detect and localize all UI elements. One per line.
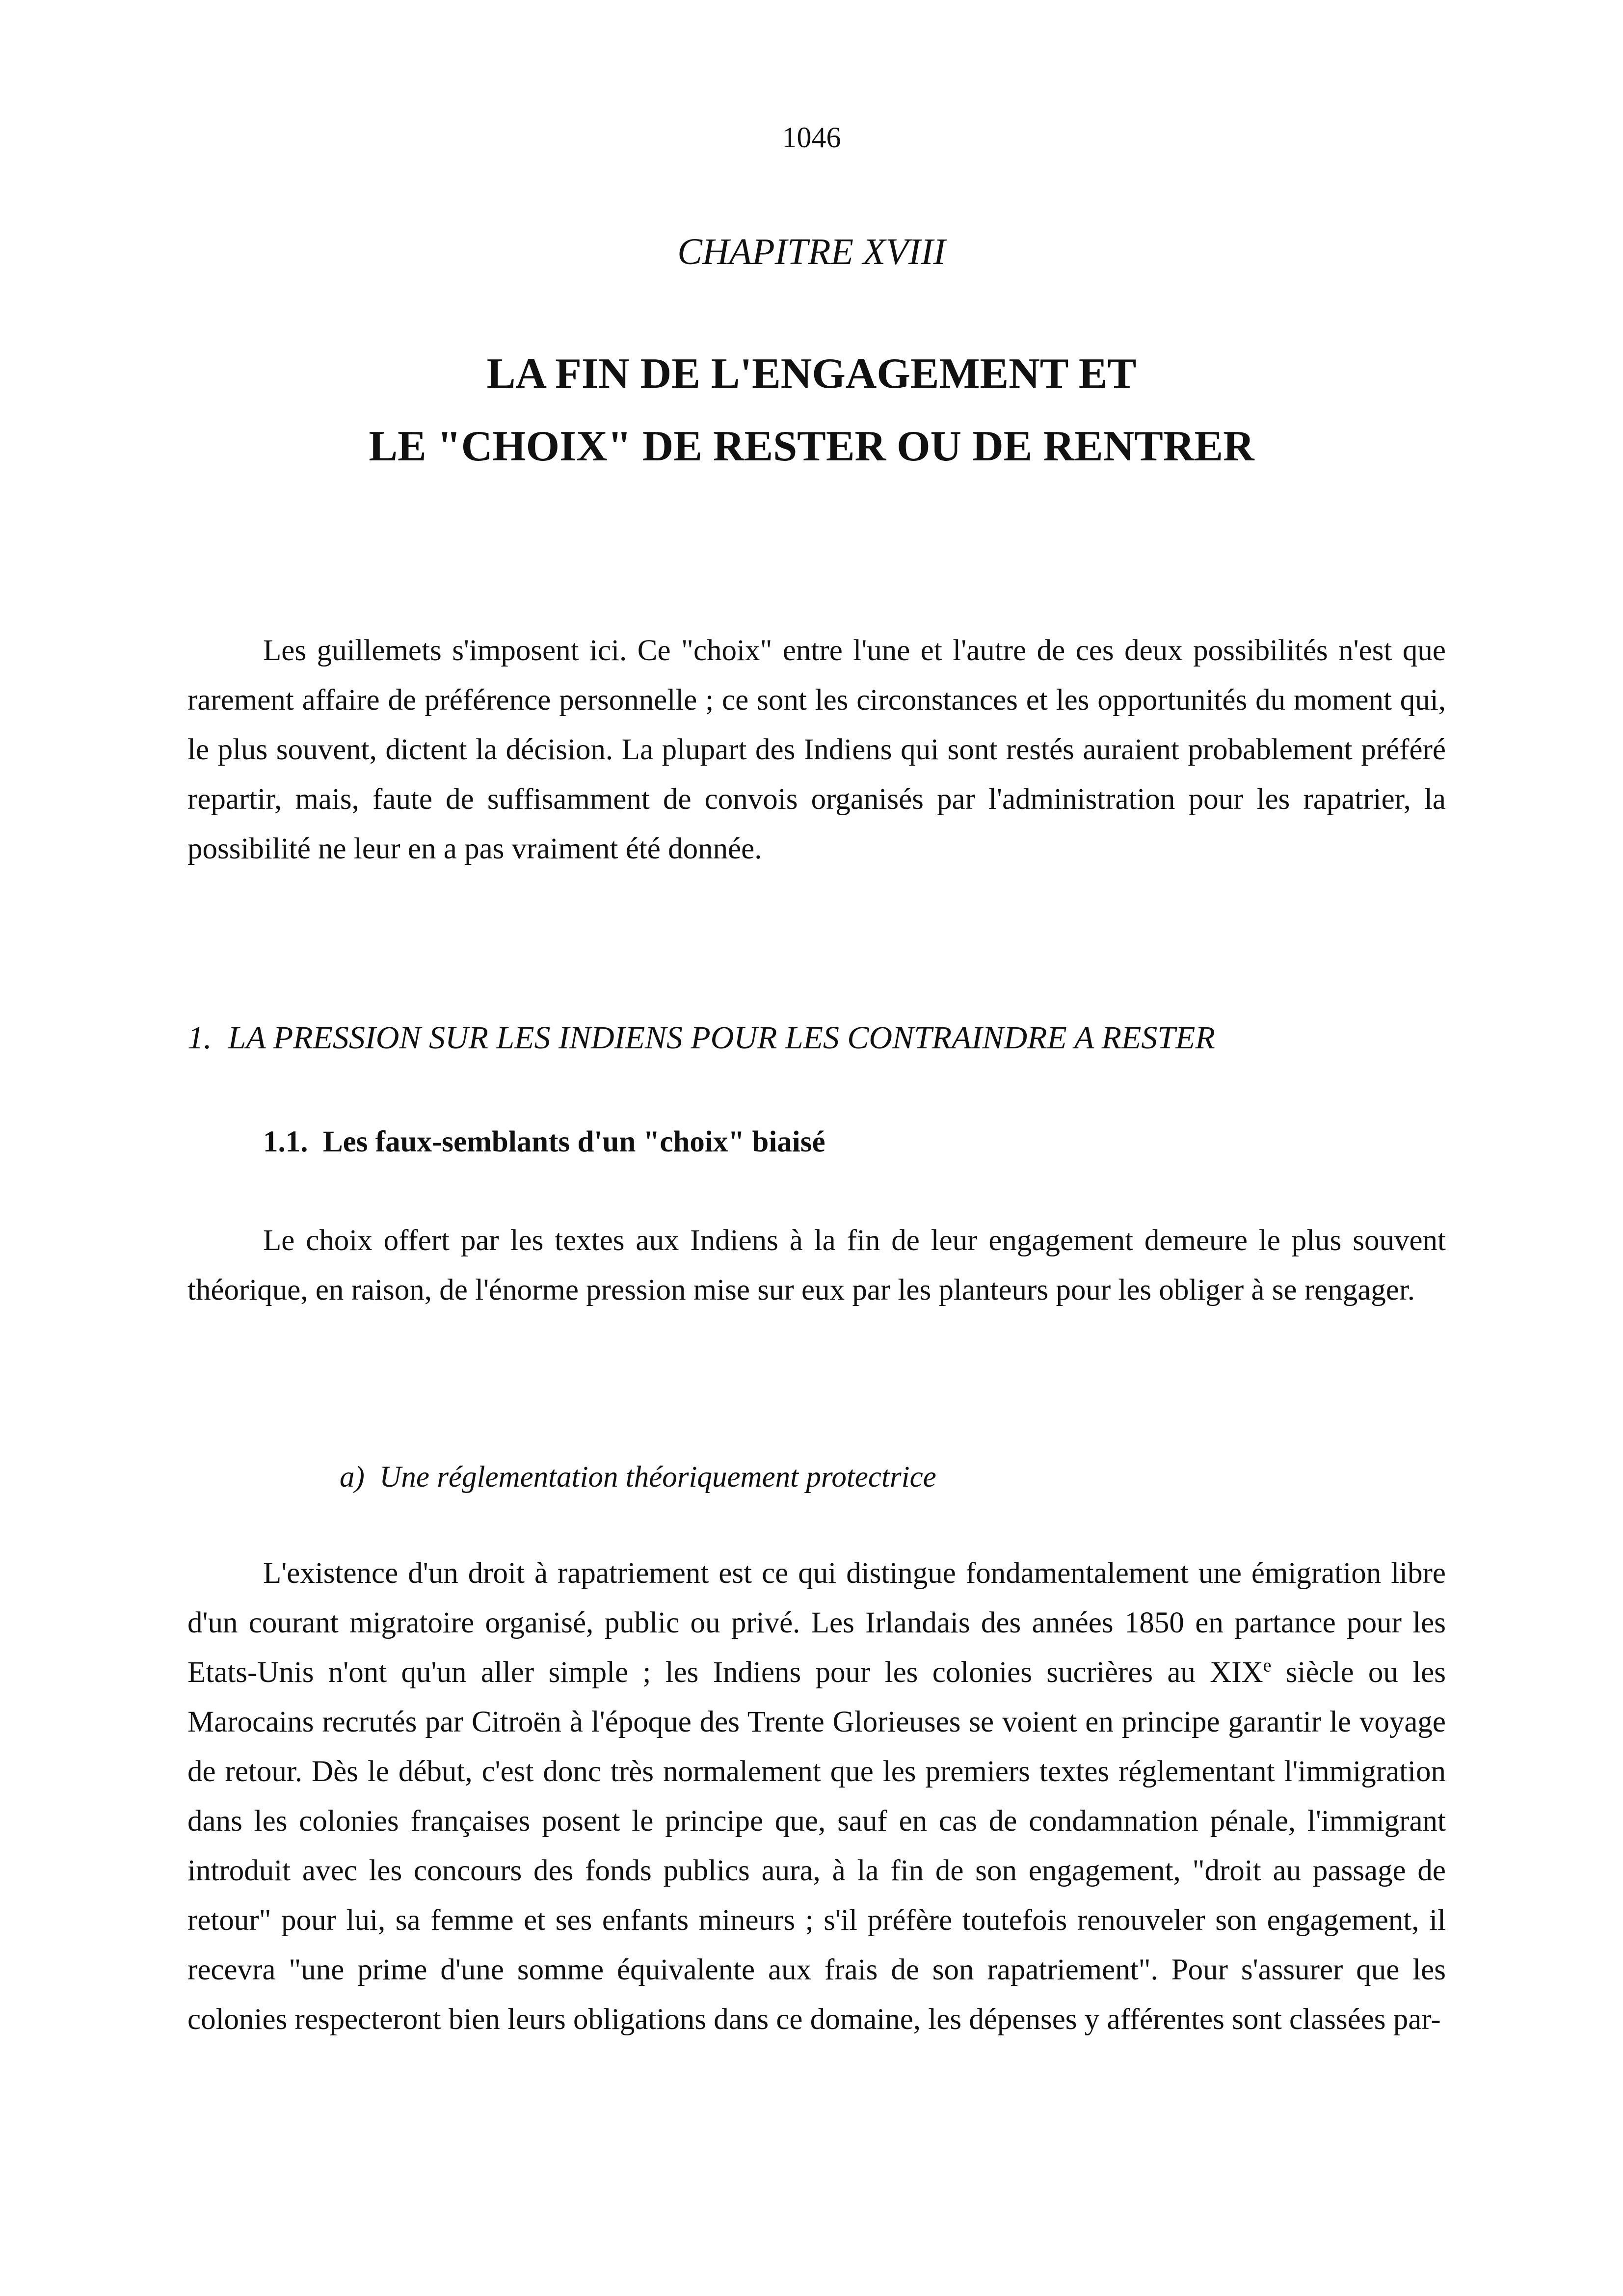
chapter-title-line-2: LE "CHOIX" DE RESTER OU DE RENTRER xyxy=(369,423,1254,470)
century-superscript: e xyxy=(1263,1655,1272,1676)
section-title: LA PRESSION SUR LES INDIENS POUR LES CONTRAINDRE A RESTER xyxy=(228,1020,1215,1056)
chapter-title-line-1: LA FIN DE L'ENGAGEMENT ET xyxy=(486,350,1137,398)
chapter-title xyxy=(0,338,1623,483)
paragraph-3-text-start: L'existence d'un droit à rapatriement est ce qui distingue fondamentalement une émigration libre d'un courant migratoire organisé, public ou privé. Les Irlandais des années 1850 en partance pour les Etats-Unis n'ont qu'un aller simple ; les Indiens pour les colonies sucrières au XIX xyxy=(187,1557,1446,1689)
subsection-heading xyxy=(263,1120,825,1164)
page-number: 1046 xyxy=(782,121,841,154)
chapter-label: CHAPITRE XVIII xyxy=(677,231,946,272)
subsection-title: Les faux-semblants d'un "choix" biaisé xyxy=(323,1125,825,1158)
section-number: 1. xyxy=(187,1020,212,1056)
subsubsection-title: Une réglementation théoriquement protectrice xyxy=(379,1461,936,1494)
section-heading xyxy=(187,1016,1463,1060)
subsubsection-heading xyxy=(340,1455,936,1499)
intro-paragraph: Les guillemets s'imposent ici. Ce "choix" entre l'une et l'autre de ces deux possibilités n'est que rarement affaire de préférence personnelle ; ce sont les circonstances et les opportunités du moment qui, le plus souvent, dictent la décision. La plupart des Indiens qui sont restés auraient probablement préféré repartir, mais, faute de suffisamment de convois organisés par l'administration pour les rapatrier, la possibilité ne leur en a pas vraiment été donnée. xyxy=(187,634,1446,865)
paragraph-3-text-end: siècle ou les Marocains recrutés par Citroën à l'époque des Trente Glorieuses se voient en principe garantir le voyage de retour. Dès le début, c'est donc très normalement que les premiers textes réglementant l'immigration dans les colonies françaises posent le principe que, sauf en cas de condamnation pénale, l'immigrant introduit avec les concours des fonds publics aura, à la fin de son engagement, "droit au passage de retour" pour lui, sa femme et ses enfants mineurs ; s'il préfère toutefois renouveler son engagement, il recevra "une prime d'une somme équivalente aux frais de son rapatriement". Pour s'assurer que les colonies respecteront bien leurs obligations dans ce domaine, les dépenses y afférentes sont classées par- xyxy=(187,1656,1446,2036)
subsection-number: 1.1. xyxy=(263,1125,308,1158)
subsubsection-marker: a) xyxy=(340,1461,365,1494)
paragraph-2: Le choix offert par les textes aux Indiens à la fin de leur engagement demeure le plus souvent théorique, en raison, de l'énorme pression mise sur eux par les planteurs pour les obliger à se rengager. xyxy=(187,1224,1446,1307)
paragraph-3 xyxy=(187,1548,1446,2044)
